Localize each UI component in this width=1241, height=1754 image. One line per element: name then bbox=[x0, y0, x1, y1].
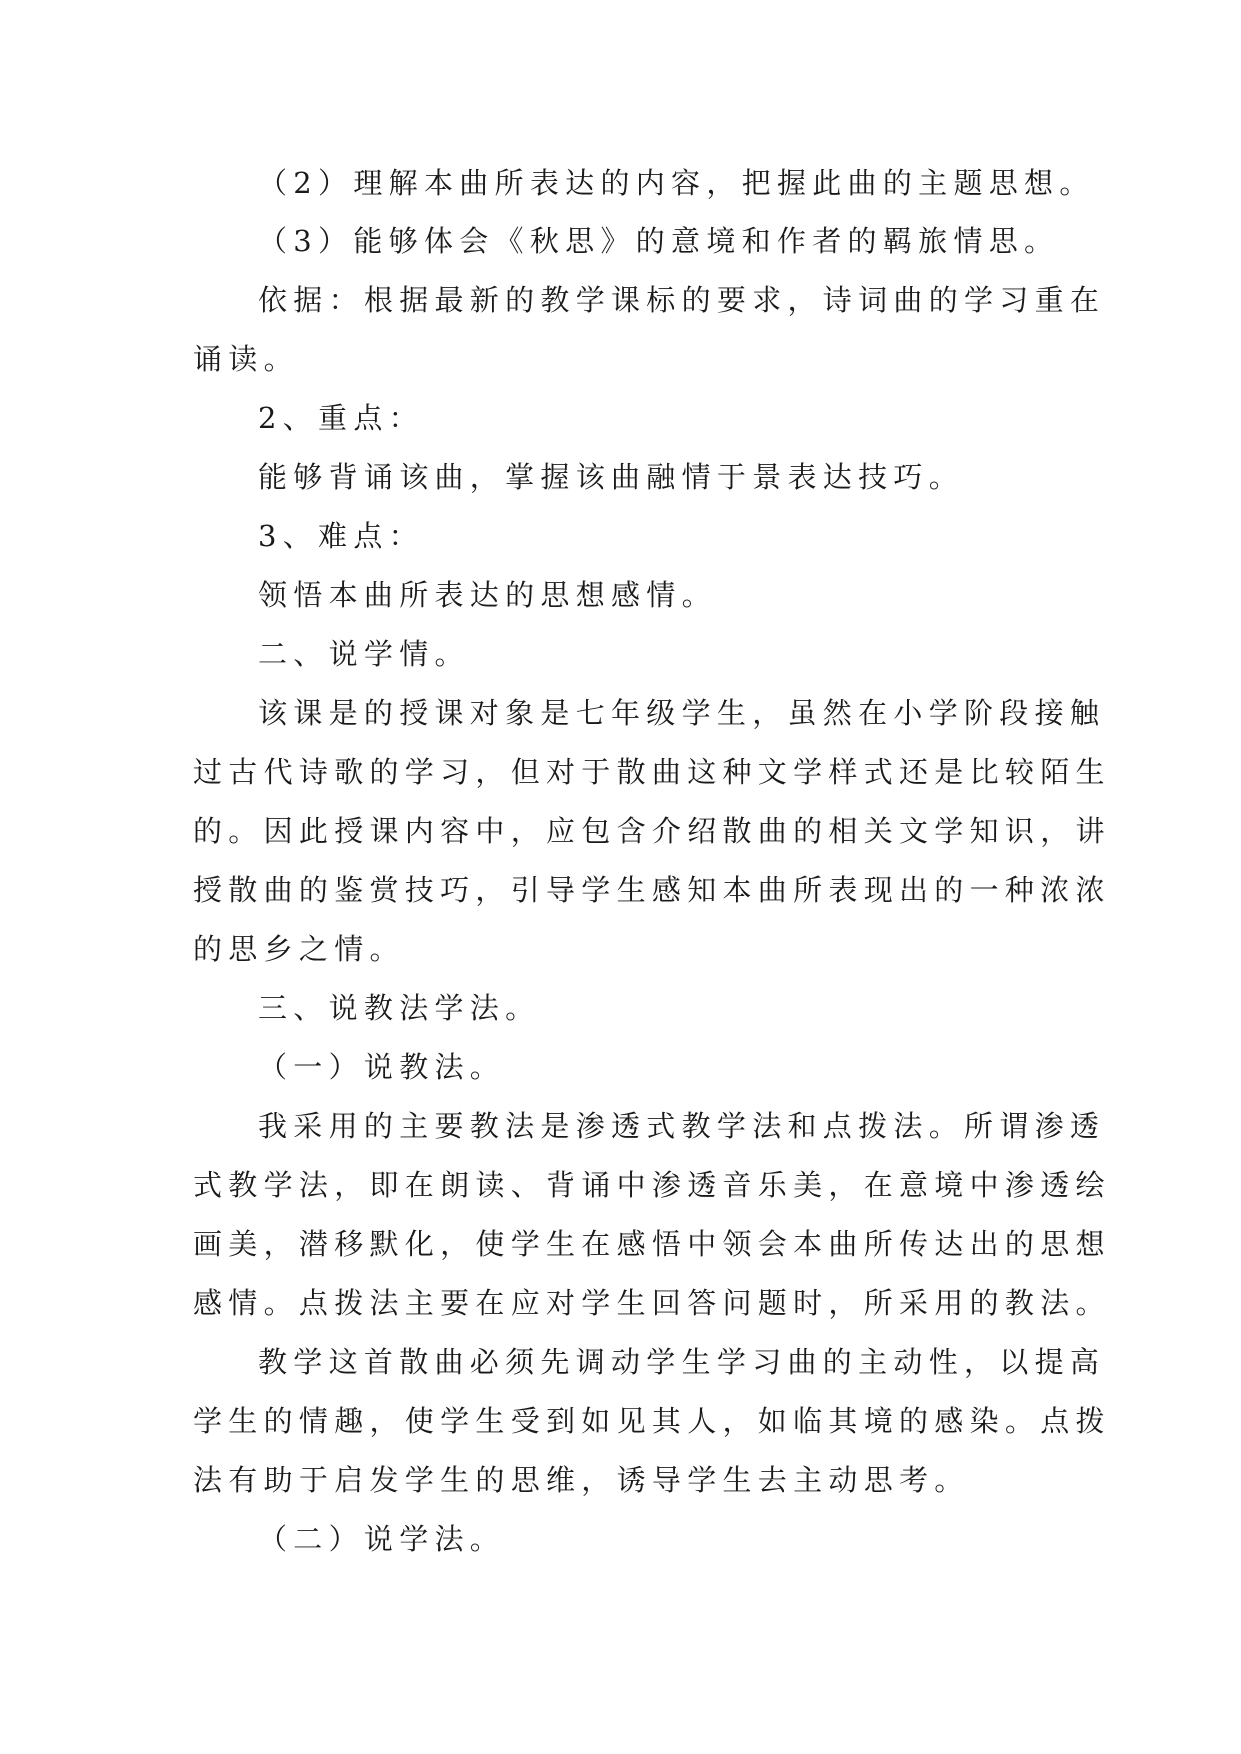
method-paragraph-line-4: 感情。点拨法主要在应对学生回答问题时，所采用的教法。 bbox=[193, 1286, 1111, 1320]
method-paragraph-line-2: 式教学法，即在朗读、背诵中渗透音乐美，在意境中渗透绘 bbox=[193, 1168, 1111, 1202]
basis-paragraph-line-1: 依据：根据最新的教学课标的要求，诗词曲的学习重在 bbox=[258, 283, 1106, 317]
teaching-paragraph-line-3: 法有助于启发学生的思维，诱导学生去主动思考。 bbox=[193, 1463, 970, 1497]
difficulty-text: 领悟本曲所表达的思想感情。 bbox=[258, 578, 717, 612]
learner-paragraph-line-1: 该课是的授课对象是七年级学生，虽然在小学阶段接触 bbox=[258, 696, 1106, 730]
learner-paragraph-line-4: 授散曲的鉴赏技巧，引导学生感知本曲所表现出的一种浓浓 bbox=[193, 873, 1111, 907]
method-paragraph-line-3: 画美，潜移默化，使学生在感悟中领会本曲所传达出的思想 bbox=[193, 1227, 1111, 1261]
subsection-2-heading: （二）说学法。 bbox=[258, 1522, 506, 1556]
section-3-heading: 三、说教法学法。 bbox=[258, 991, 541, 1025]
objective-3-line: （3）能够体会《秋思》的意境和作者的羁旅情思。 bbox=[258, 224, 1060, 258]
objective-2-line: （2）理解本曲所表达的内容，把握此曲的主题思想。 bbox=[258, 166, 1095, 200]
key-point-text: 能够背诵该曲，掌握该曲融情于景表达技巧。 bbox=[258, 460, 965, 494]
learner-paragraph-line-5: 的思乡之情。 bbox=[193, 932, 405, 966]
teaching-paragraph-line-2: 学生的情趣，使学生受到如见其人，如临其境的感染。点拨 bbox=[193, 1404, 1111, 1438]
learner-paragraph-line-2: 过古代诗歌的学习，但对于散曲这种文学样式还是比较陌生 bbox=[193, 755, 1111, 789]
key-point-heading: 2、重点： bbox=[258, 401, 424, 435]
basis-paragraph-line-2: 诵读。 bbox=[193, 342, 299, 376]
section-2-heading: 二、说学情。 bbox=[258, 637, 470, 671]
teaching-paragraph-line-1: 教学这首散曲必须先调动学生学习曲的主动性，以提高 bbox=[258, 1345, 1106, 1379]
method-paragraph-line-1: 我采用的主要教法是渗透式教学法和点拨法。所谓渗透 bbox=[258, 1109, 1106, 1143]
difficulty-heading: 3、难点： bbox=[258, 519, 424, 553]
learner-paragraph-line-3: 的。因此授课内容中，应包含介绍散曲的相关文学知识，讲 bbox=[193, 814, 1111, 848]
subsection-1-heading: （一）说教法。 bbox=[258, 1050, 506, 1084]
